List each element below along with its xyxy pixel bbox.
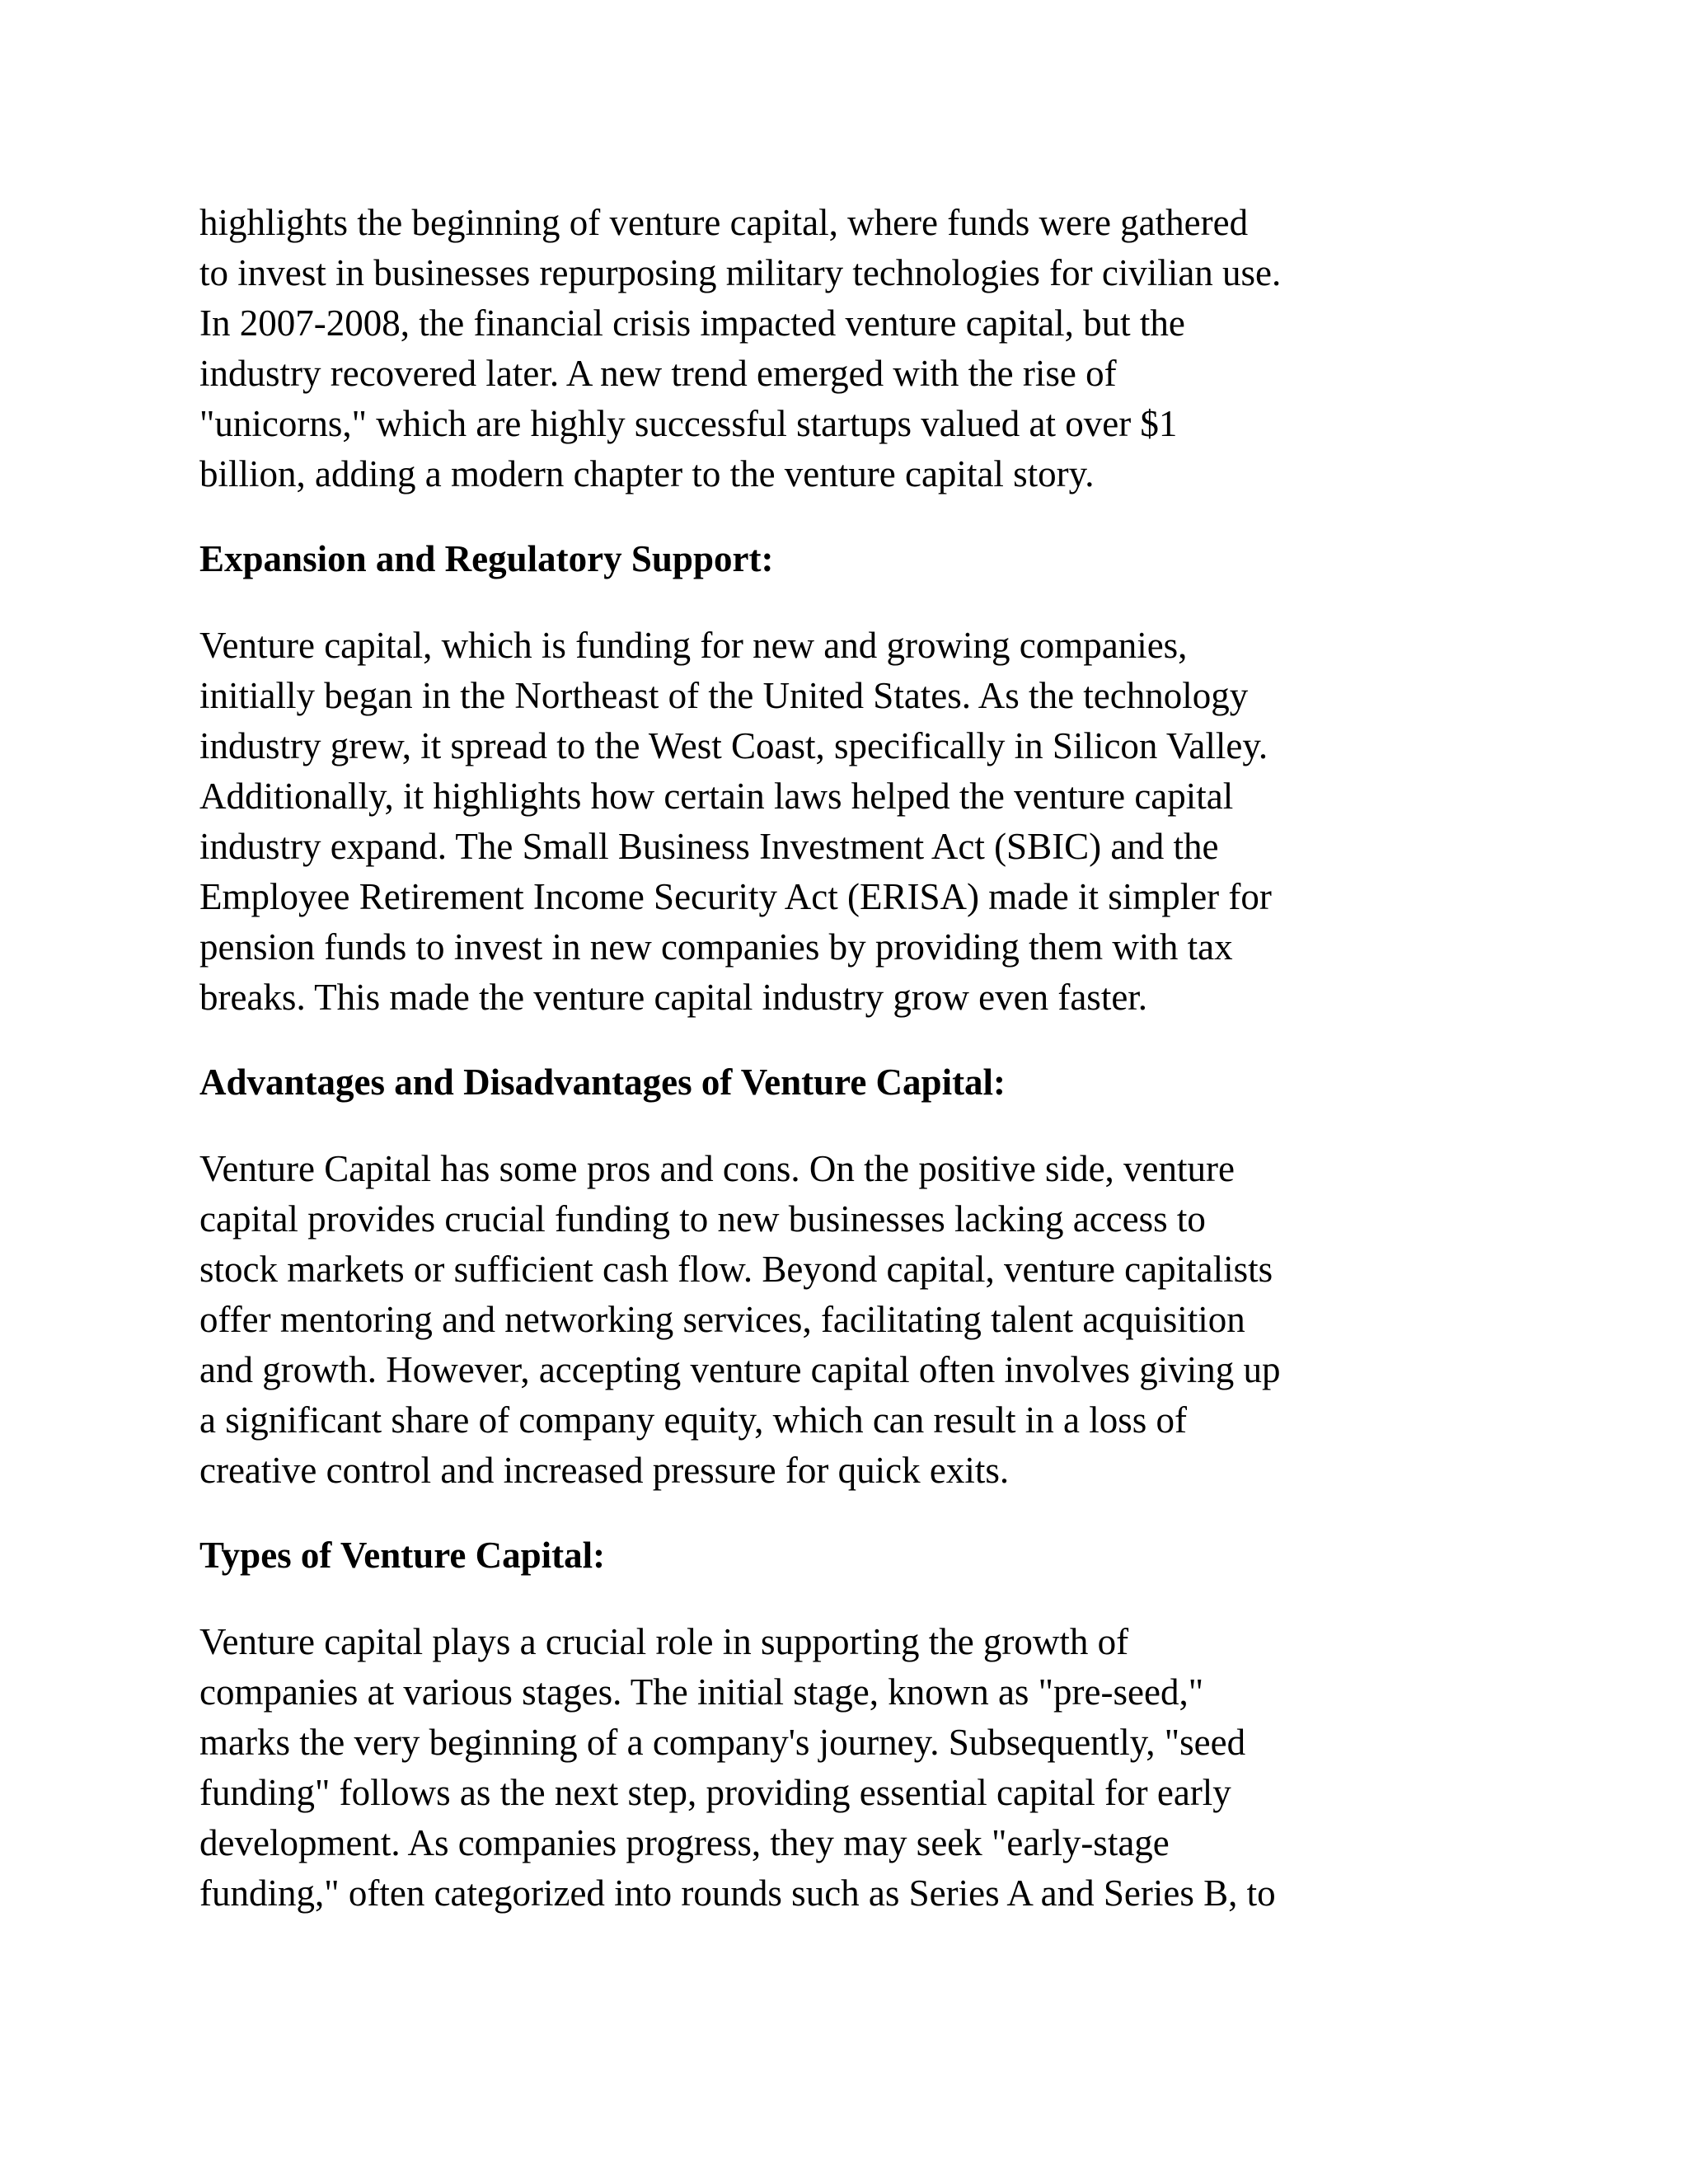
- paragraph-types: [199, 1617, 1493, 1919]
- text-line: initially began in the Northeast of the United States. As the technology: [199, 675, 1249, 716]
- text-line: marks the very beginning of a company's journey. Subsequently, "seed: [199, 1722, 1246, 1763]
- text-line: stock markets or sufficient cash flow. Beyond capital, venture capitalists: [199, 1249, 1273, 1290]
- text-line: pension funds to invest in new companies by providing them with tax: [199, 926, 1233, 968]
- document-body: [199, 198, 1493, 1919]
- text-line: "unicorns," which are highly successful startups valued at over $1: [199, 403, 1178, 444]
- text-line: and growth. However, accepting venture capital often involves giving up: [199, 1349, 1281, 1390]
- text-line: Venture capital plays a crucial role in supporting the growth of: [199, 1621, 1129, 1662]
- text-line: In 2007-2008, the financial crisis impacted venture capital, but the: [199, 302, 1185, 344]
- paragraph-unicorns: [199, 198, 1493, 499]
- text-line: creative control and increased pressure for quick exits.: [199, 1450, 1010, 1491]
- text-line: Employee Retirement Income Security Act (ERISA) made it simpler for: [199, 876, 1272, 917]
- text-line: Additionally, it highlights how certain laws helped the venture capital: [199, 776, 1234, 817]
- text-line: industry recovered later. A new trend emerged with the rise of: [199, 353, 1117, 394]
- text-line: capital provides crucial funding to new businesses lacking access to: [199, 1198, 1206, 1240]
- text-line: highlights the beginning of venture capital, where funds were gathered: [199, 202, 1249, 243]
- text-line: development. As companies progress, they may seek "early-stage: [199, 1822, 1170, 1863]
- text-line: companies at various stages. The initial stage, known as "pre-seed,": [199, 1671, 1204, 1713]
- heading-types-of-venture-capital: Types of Venture Capital:: [199, 1535, 606, 1576]
- paragraph-expansion: [199, 621, 1493, 1023]
- text-line: a significant share of company equity, which can result in a loss of: [199, 1399, 1187, 1441]
- text-line: breaks. This made the venture capital industry grow even faster.: [199, 977, 1148, 1018]
- text-line: industry grew, it spread to the West Coast, specifically in Silicon Valley.: [199, 725, 1268, 766]
- text-line: to invest in businesses repurposing military technologies for civilian use.: [199, 252, 1282, 293]
- text-line: billion, adding a modern chapter to the venture capital story.: [199, 453, 1095, 494]
- text-line: Venture Capital has some pros and cons. On the positive side, venture: [199, 1148, 1235, 1189]
- text-line: industry expand. The Small Business Investment Act (SBIC) and the: [199, 826, 1219, 867]
- text-line: funding" follows as the next step, providing essential capital for early: [199, 1772, 1231, 1813]
- heading-advantages-disadvantages: Advantages and Disadvantages of Venture Capital:: [199, 1062, 1006, 1103]
- heading-expansion-regulatory-support: Expansion and Regulatory Support:: [199, 538, 774, 579]
- paragraph-advantages: [199, 1144, 1493, 1496]
- text-line: Venture capital, which is funding for new and growing companies,: [199, 625, 1188, 666]
- text-line: funding," often categorized into rounds such as Series A and Series B, to: [199, 1872, 1276, 1914]
- text-line: offer mentoring and networking services, facilitating talent acquisition: [199, 1299, 1245, 1340]
